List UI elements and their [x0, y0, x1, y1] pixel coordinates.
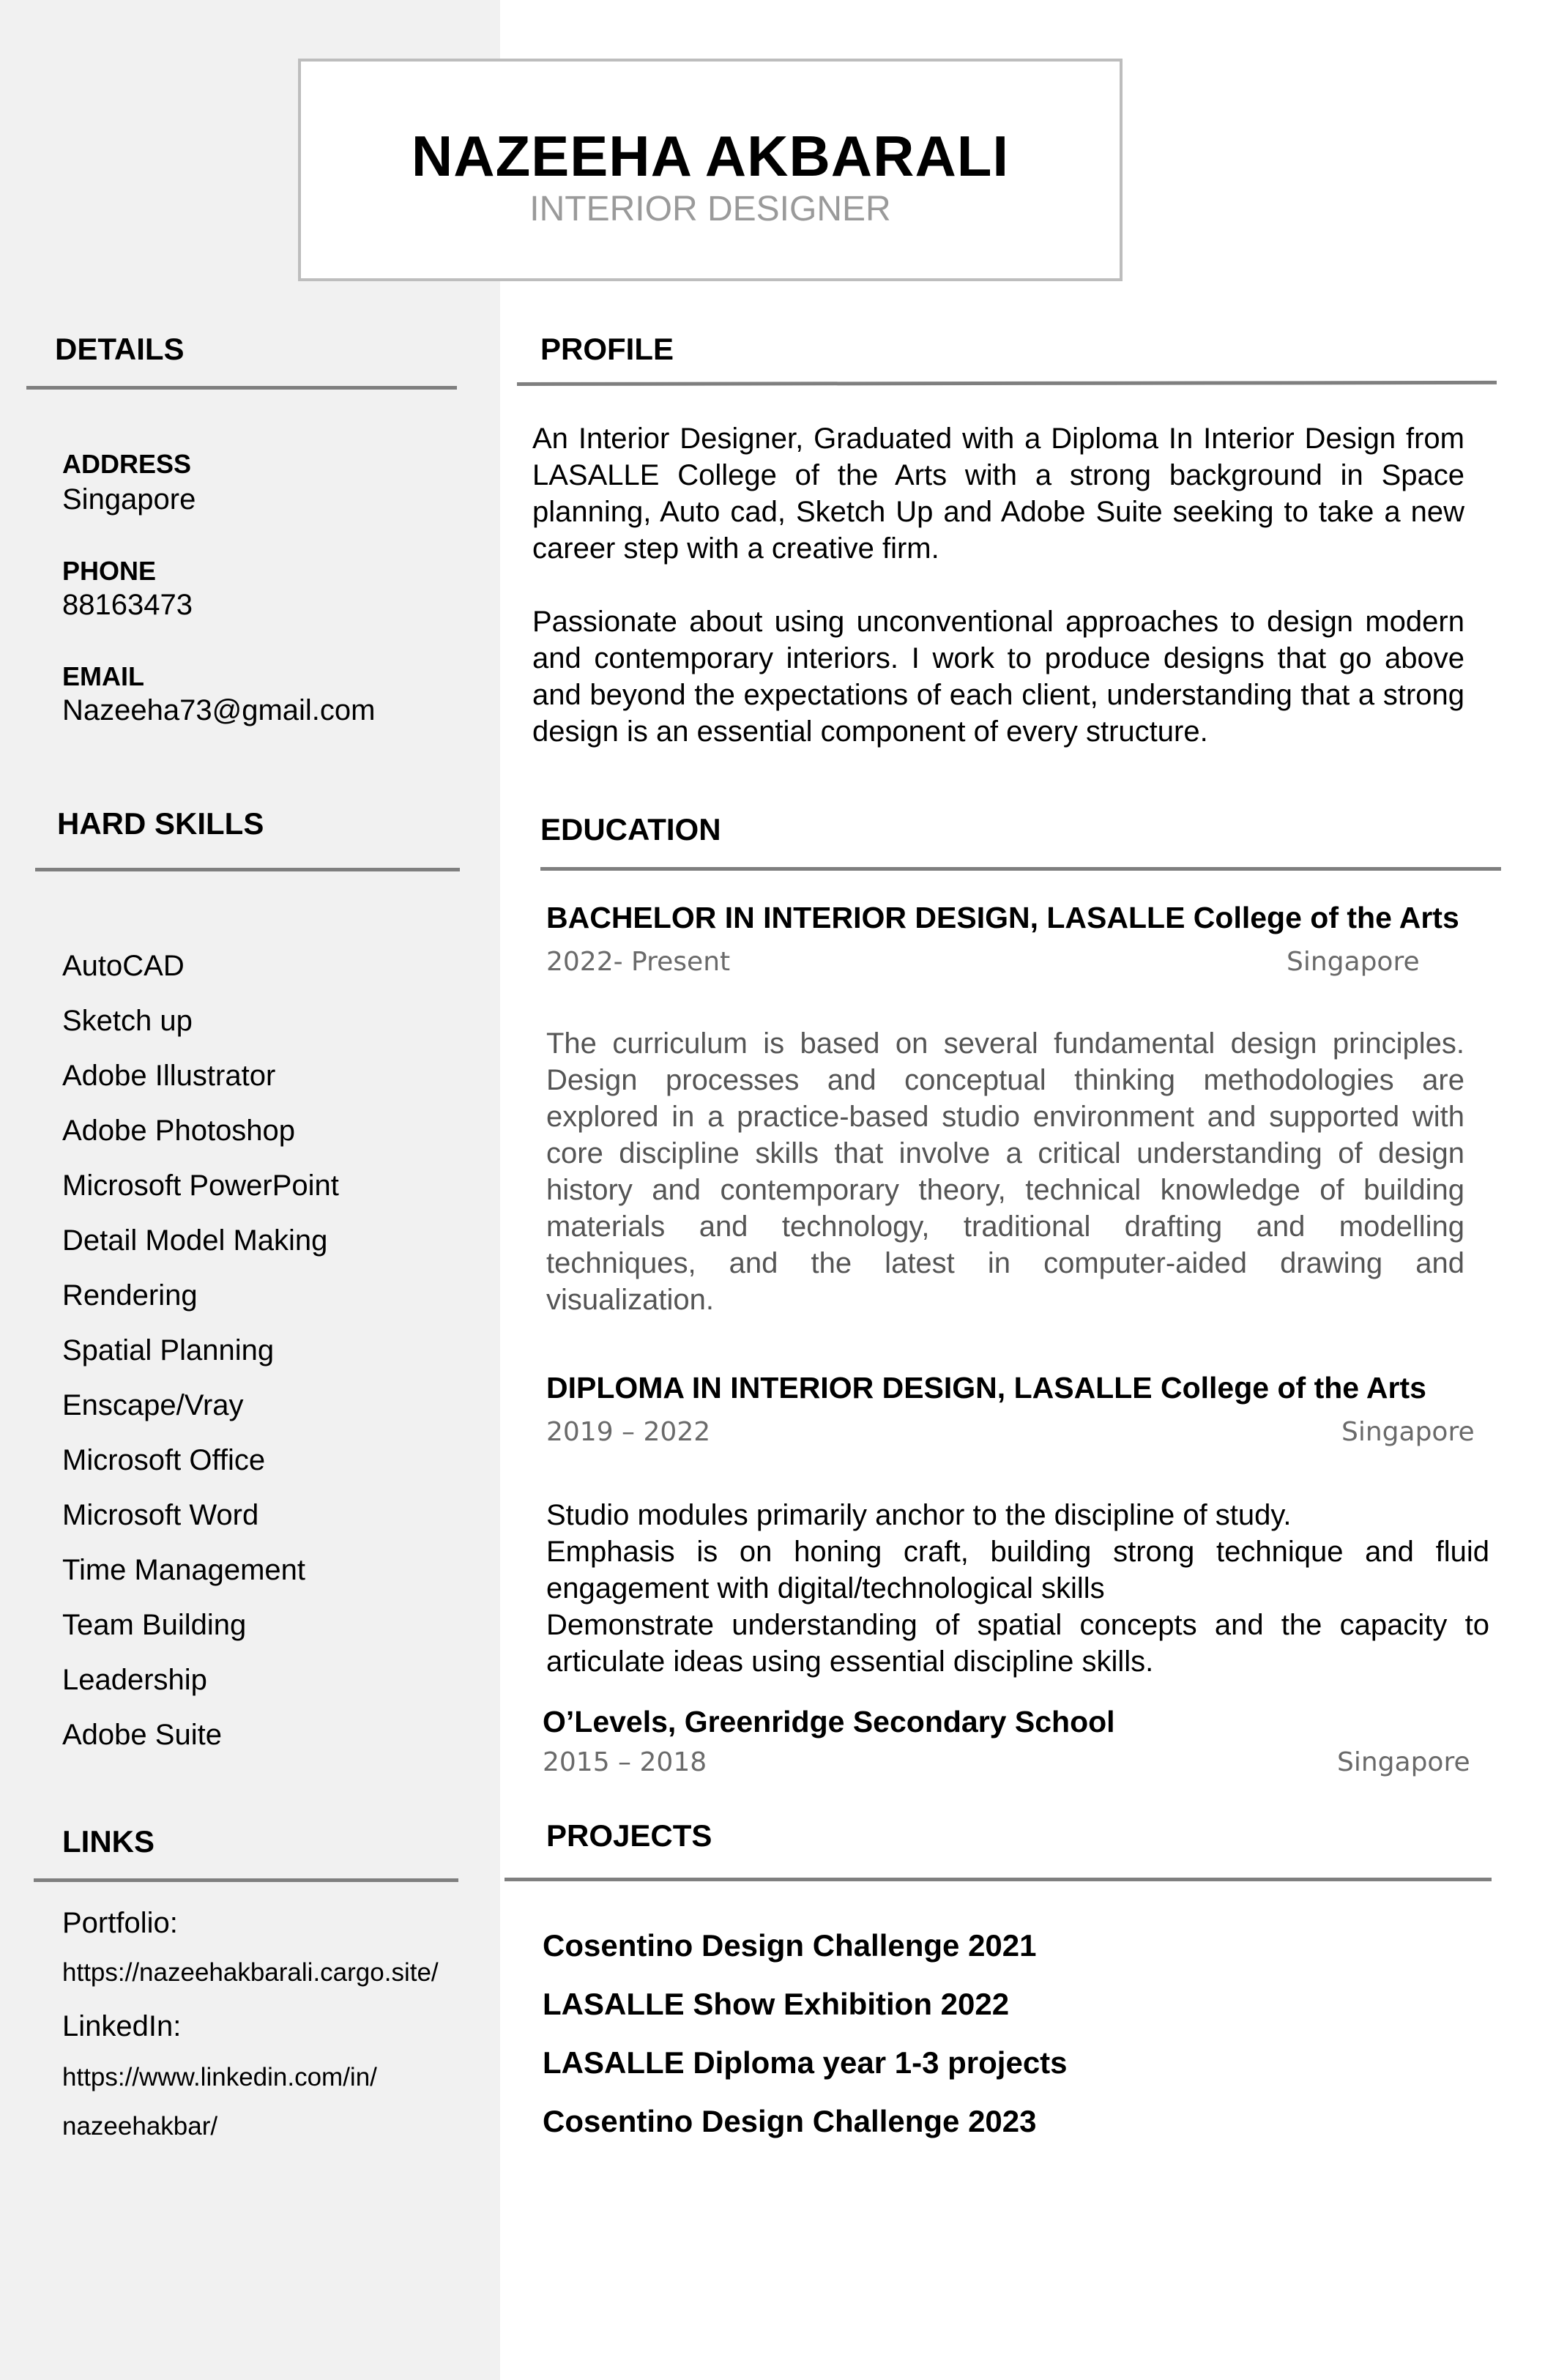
skill-item: Adobe Illustrator	[62, 1060, 276, 1092]
diploma-line-3: Demonstrate understanding of spatial concepts and the capacity to articulate ideas using essential discipline skills.	[546, 1609, 1489, 1678]
hard-skills-heading: HARD SKILLS	[57, 806, 264, 841]
olevels-location: Singapore	[1337, 1747, 1470, 1777]
details-heading: DETAILS	[55, 332, 185, 366]
job-title: INTERIOR DESIGNER	[529, 190, 891, 228]
olevels-school: O’Levels, Greenridge Secondary School	[543, 1705, 1115, 1738]
project-item: Cosentino Design Challenge 2023	[543, 2104, 1037, 2138]
diploma-location: Singapore	[1341, 1417, 1475, 1447]
projects-divider	[505, 1878, 1492, 1881]
profile-divider	[517, 381, 1497, 386]
skill-item: Adobe Suite	[62, 1719, 222, 1751]
email-value: Nazeeha73@gmail.com	[62, 694, 376, 726]
skill-item: Spatial Planning	[62, 1334, 275, 1366]
details-divider	[26, 386, 457, 390]
portfolio-label: Portfolio:	[62, 1907, 178, 1939]
linkedin-label: LinkedIn:	[62, 2010, 182, 2042]
skill-item: Sketch up	[62, 1005, 193, 1037]
skill-item: Time Management	[62, 1554, 305, 1586]
linkedin-link-line1[interactable]: https://www.linkedin.com/in/	[62, 2063, 377, 2091]
skill-item: Microsoft Office	[62, 1444, 266, 1476]
bachelor-degree: BACHELOR IN INTERIOR DESIGN, LASALLE College of the Arts	[546, 901, 1459, 934]
portfolio-link[interactable]: https://nazeehakbarali.cargo.site/	[62, 1958, 439, 1987]
skill-item: Team Building	[62, 1609, 247, 1641]
skill-item: AutoCAD	[62, 950, 185, 982]
name-header-box	[298, 59, 1123, 281]
skill-item: Enscape/Vray	[62, 1389, 244, 1421]
skill-item: Detail Model Making	[62, 1224, 328, 1257]
project-item: Cosentino Design Challenge 2021	[543, 1928, 1037, 1963]
phone-label: PHONE	[62, 556, 157, 586]
bachelor-dates: 2022- Present	[546, 947, 731, 977]
projects-heading: PROJECTS	[546, 1818, 712, 1853]
links-divider	[34, 1878, 458, 1882]
phone-value: 88163473	[62, 589, 193, 621]
candidate-name: NAZEEHA AKBARALI	[411, 124, 1010, 188]
profile-paragraph-2: Passionate about using unconventional approaches to design modern and contemporary interiors. I work to produce designs that go above and beyond the expectations of each client, understanding that a strong design is an essential component of every structure.	[532, 606, 1464, 748]
skill-item: Adobe Photoshop	[62, 1115, 296, 1147]
profile-paragraph-1: An Interior Designer, Graduated with a Diploma In Interior Design from LASALLE College of the Arts with a strong background in Space planning, Auto cad, Sketch Up and Adobe Suite seeking to take a new career step with a creative firm.	[532, 423, 1464, 565]
address-label: ADDRESS	[62, 449, 192, 479]
skill-item: Leadership	[62, 1664, 207, 1696]
skill-item: Microsoft PowerPoint	[62, 1169, 339, 1202]
olevels-dates: 2015 – 2018	[543, 1747, 707, 1777]
project-item: LASALLE Show Exhibition 2022	[543, 1987, 1010, 2021]
hard-skills-divider	[35, 868, 460, 871]
diploma-degree: DIPLOMA IN INTERIOR DESIGN, LASALLE College of the Arts	[546, 1371, 1426, 1405]
education-heading: EDUCATION	[540, 812, 721, 847]
links-heading: LINKS	[62, 1824, 155, 1859]
diploma-line-2: Emphasis is on honing craft, building strong technique and fluid engagement with digital/technological skills	[546, 1536, 1489, 1604]
linkedin-link-line2[interactable]: nazeehakbar/	[62, 2112, 218, 2141]
skill-item: Microsoft Word	[62, 1499, 259, 1531]
bachelor-location: Singapore	[1287, 947, 1420, 977]
bachelor-description: The curriculum is based on several fundamental design principles. Design processes and conceptual thinking methodologies are explored in a practice-based studio environment and supported with core discipline skills that involve a critical understanding of design history and contemporary theory, technical knowledge of building materials and technology, traditional drafting and modelling techniques, and the latest in computer-aided drawing and visualization.	[546, 1027, 1464, 1316]
diploma-dates: 2019 – 2022	[546, 1417, 711, 1447]
project-item: LASALLE Diploma year 1-3 projects	[543, 2045, 1068, 2080]
hard-skills-list	[62, 939, 339, 1763]
address-value: Singapore	[62, 483, 196, 516]
education-divider	[540, 867, 1501, 871]
diploma-line-1: Studio modules primarily anchor to the discipline of study.	[546, 1499, 1292, 1531]
profile-heading: PROFILE	[540, 332, 674, 366]
email-label: EMAIL	[62, 661, 144, 691]
skill-item: Rendering	[62, 1279, 198, 1312]
